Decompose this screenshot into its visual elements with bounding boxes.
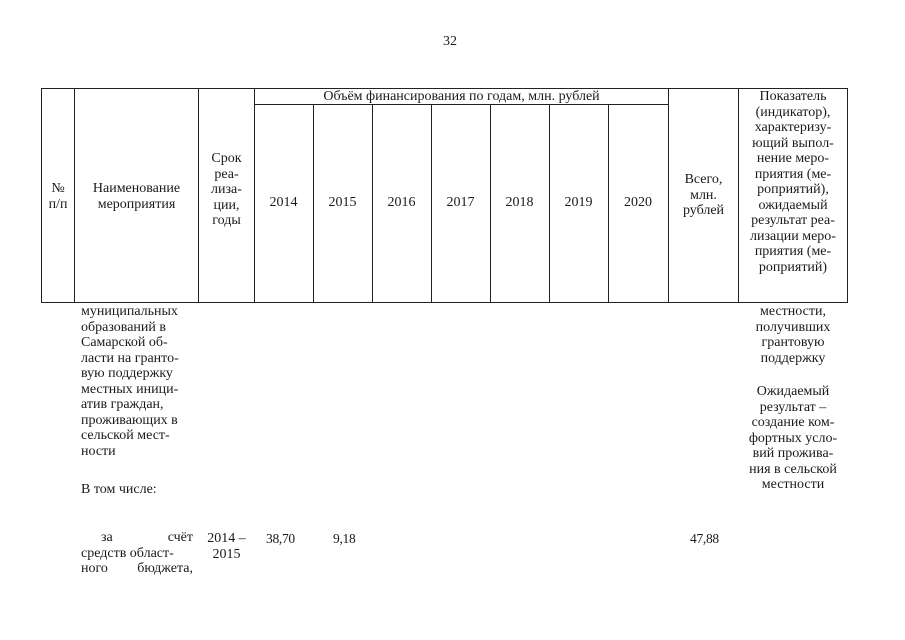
regional-budget-term: 2014 – 2015 [207,531,246,562]
regional-budget-line1: за счёт [101,530,193,545]
header-col-number: № п/п [48,181,68,212]
continued-event-name: муниципальных образований в Самарской об- ласти на гранто- вую поддержку местных иници- атив граждан, проживающих в сельской мест- ности [81,304,179,459]
header-year-2019: 2019 [564,195,593,210]
page-number: 32 [443,34,457,49]
header-rule-v12 [847,88,848,303]
header-col-name: Наименование мероприятия [92,181,181,212]
header-year-2017: 2017 [446,195,475,210]
value-2014: 38,70 [266,531,295,546]
expected-result: Ожидаемый результат – создание ком- фортных усло- вий прожива- ния в сельской местности [748,384,838,492]
including-label: В том числе: [81,482,157,497]
value-total: 47,88 [690,531,719,546]
header-rule-bottom [41,302,847,303]
header-year-2018: 2018 [505,195,534,210]
header-year-2016: 2016 [387,195,416,210]
regional-budget-name [81,530,193,577]
header-col-term: Срок реа- лиза- ции, годы [211,151,242,228]
header-year-2014: 2014 [269,195,298,210]
value-2015: 9,18 [333,531,356,546]
regional-budget-line3: ного бюджета, [81,561,193,576]
regional-budget-line2: средств област- [81,545,174,561]
header-col-indicator: Показатель (индикатор), характеризу- ющий выпол- нение меро- приятия (ме- роприятий), ожидаемый результат реа- лизации меро- приятия (ме- роприятий) [750,89,836,275]
header-year-2015: 2015 [328,195,357,210]
continued-indicator: местности, получивших грантовую поддержку [755,304,831,366]
header-col-total: Всего, млн. рублей [682,172,725,218]
header-year-2020: 2020 [624,195,652,210]
header-financing-group: Объём финансирования по годам, млн. рублей [323,89,600,104]
